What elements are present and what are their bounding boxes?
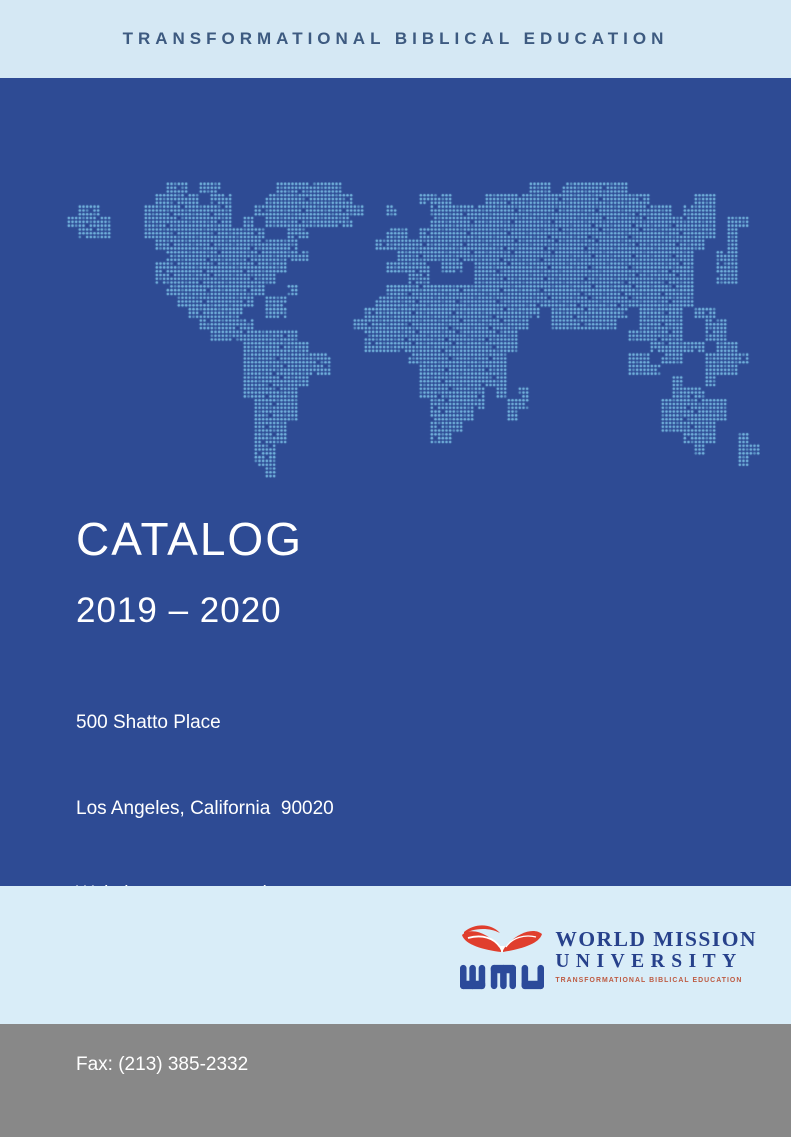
top-banner bbox=[0, 0, 791, 78]
footer bbox=[0, 886, 791, 1024]
dotted-world-map-graphic bbox=[56, 182, 760, 478]
wmu-acronym-mark bbox=[460, 962, 544, 992]
wmu-logo bbox=[458, 920, 757, 992]
wordmark-tagline: TRANSFORMATIONAL BIBLICAL EDUCATION bbox=[555, 976, 743, 984]
open-book-icon bbox=[458, 920, 546, 962]
address-line-fax: Fax: (213) 385-2332 bbox=[76, 1054, 249, 1075]
banner-text: TRANSFORMATIONAL BIBLICAL EDUCATION bbox=[122, 29, 669, 48]
catalog-years: 2019 – 2020 bbox=[76, 591, 282, 630]
wordmark-line2: UNIVERSITY bbox=[555, 951, 743, 973]
wmu-logo-mark bbox=[458, 920, 546, 992]
wordmark-line1: WORLD MISSION bbox=[555, 927, 757, 952]
address-line-street: 500 Shatto Place bbox=[76, 712, 221, 733]
address-line-city: Los Angeles, California 90020 bbox=[76, 797, 334, 819]
catalog-title: CATALOG bbox=[76, 513, 303, 565]
wmu-wordmark bbox=[555, 928, 757, 984]
